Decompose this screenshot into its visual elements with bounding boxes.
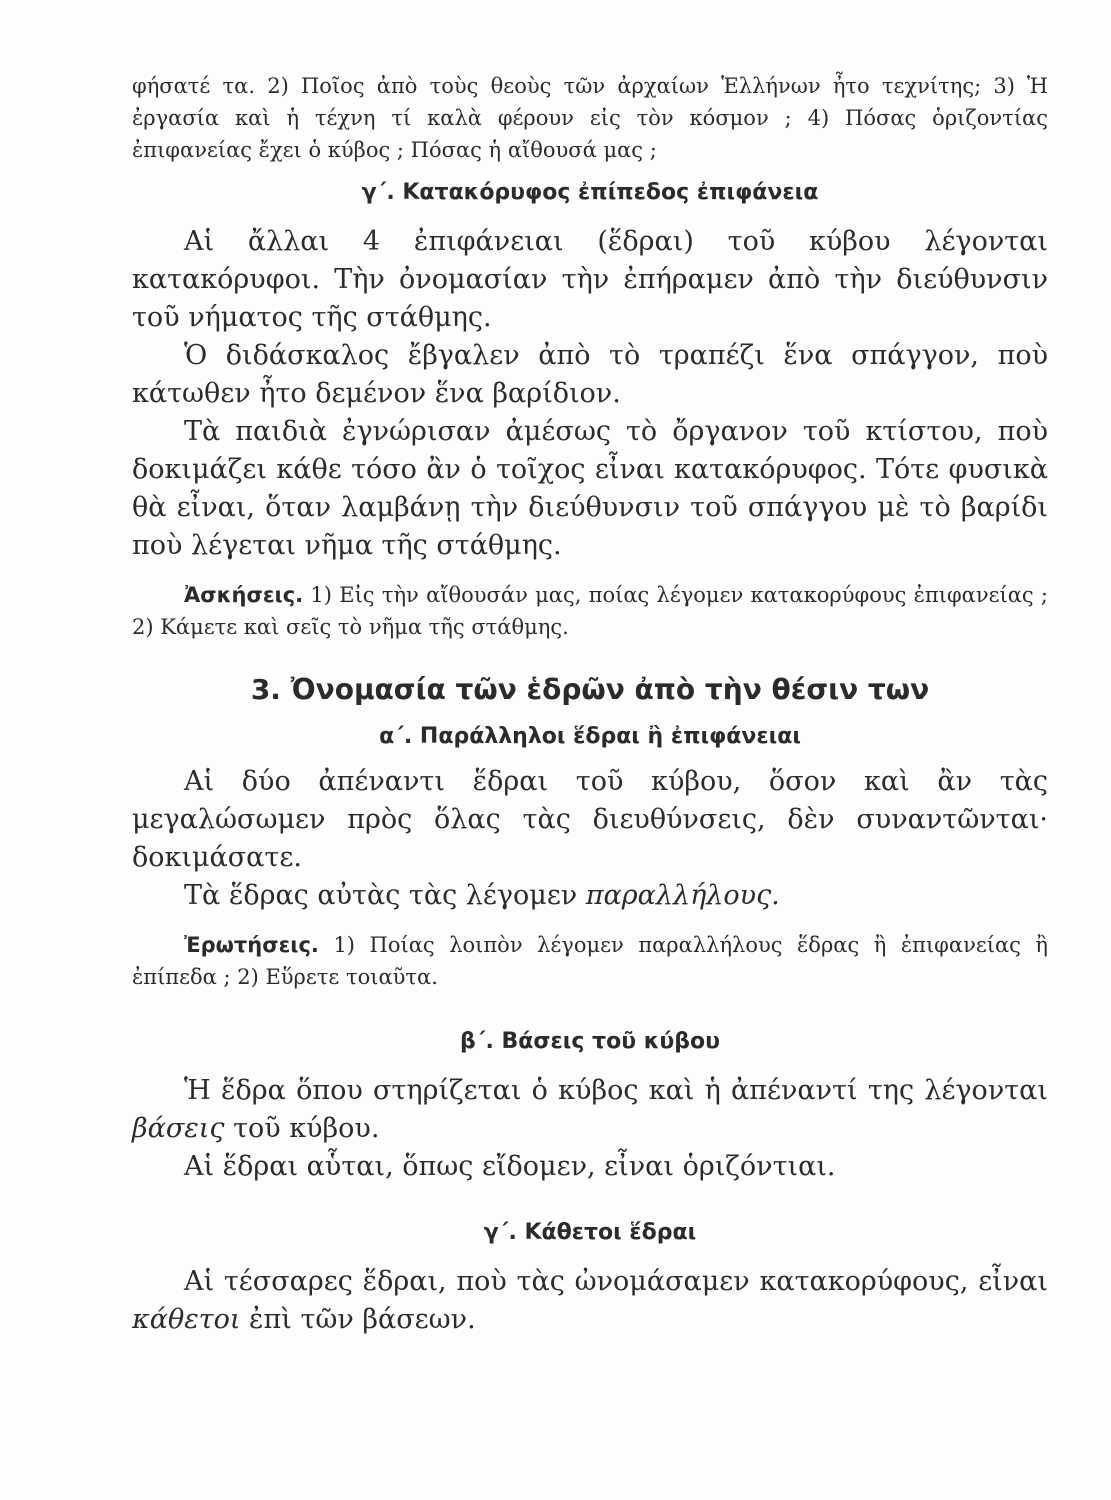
heading-vertical-surface: γ΄. Κατακόρυφος ἐπίπεδος ἐπιφάνεια <box>361 180 819 205</box>
paragraph-bases-horizontal: Αἱ ἕδραι αὗται, ὅπως εἴδομεν, εἶναι ὁριζόντιαι. <box>184 1151 836 1182</box>
paragraph-vertical-faces: Αἱ ἄλλαι 4 ἐπιφάνειαι (ἕδραι) τοῦ κύβου λέγονται κατακόρυφοι. Τὴν ὀνομασίαν τὴν ἐπήραμεν ἀπὸ τὴν διεύθυνσιν τοῦ νήματος τῆς στάθμης. <box>132 226 1048 333</box>
parallel-naming-text: Τὰ ἕδρας αὐτὰς τὰς λέγομεν <box>184 880 586 911</box>
bases-term: βάσεις <box>132 1113 225 1144</box>
paragraph-parallel-faces: Αἱ δύο ἀπέναντι ἕδραι τοῦ κύβου, ὅσον καὶ ἂν τὰς μεγαλώσωμεν πρὸς ὅλας τὰς διευθύνσεις, δὲν συναντῶνται· δοκιμάσατε. <box>132 766 1048 873</box>
heading-perpendicular-faces: γ΄. Κάθετοι ἕδραι <box>483 1220 697 1245</box>
exercises-label: Ἀσκήσεις. <box>184 583 304 607</box>
exercises-text: 1) Εἰς τὴν αἴθουσάν μας, ποίας λέγομεν κατακορύφους ἐπιφανείας ; 2) Κάμετε καὶ σεῖς τὸ νῆμα τῆς στάθμης. <box>132 583 1048 639</box>
intro-paragraph: φήσατέ τα. 2) Ποῖος ἀπὸ τοὺς θεοὺς τῶν ἀρχαίων Ἑλλήνων ἦτο τεχνίτης; 3) Ἡ ἐργασία καὶ ἡ τέχνη τί καλὰ φέρουν εἰς τὸν κόσμον ; 4) Πόσας ὁριζοντίας ἐπιφανείας ἔχει ὁ κύβος ; Πόσας ἡ αἴθουσά μας ; <box>132 74 1048 162</box>
perpendicular-term: κάθετοι <box>132 1304 241 1335</box>
perpendicular-text-start: Αἱ τέσσαρες ἕδραι, ποὺ τὰς ὠνομάσαμεν κατακορύφους, εἶναι <box>184 1266 1048 1297</box>
heading-parallel-faces: α΄. Παράλληλοι ἕδραι ἢ ἐπιφάνειαι <box>379 724 801 749</box>
section-3-title: 3. Ὀνομασία τῶν ἑδρῶν ἀπὸ τὴν θέσιν των <box>250 673 930 706</box>
paragraph-perpendicular-faces <box>132 1263 1048 1339</box>
questions-paragraph <box>132 929 1048 993</box>
paragraph-teacher-string: Ὁ διδάσκαλος ἔβγαλεν ἀπὸ τὸ τραπέζι ἕνα σπάγγον, ποὺ κάτωθεν ἦτο δεμένον ἕνα βαρίδιον. <box>132 340 1048 409</box>
paragraph-parallel-naming <box>132 877 1048 915</box>
paragraph-bases <box>132 1072 1048 1148</box>
exercises-paragraph <box>132 579 1048 643</box>
page <box>132 70 1048 1339</box>
parallel-term: παραλλήλους. <box>585 880 780 911</box>
heading-bases: β΄. Βάσεις τοῦ κύβου <box>460 1029 720 1054</box>
paragraph-plumb-line: Τὰ παιδιὰ ἐγνώρισαν ἀμέσως τὸ ὄργανον τοῦ κτίστου, ποὺ δοκιμάζει κάθε τόσο ἂν ὁ τοῖχος εἶναι κατακόρυφος. Τότε φυσικὰ θὰ εἶναι, ὅταν λαμβάνῃ τὴν διεύθυνσιν τοῦ σπάγγου μὲ τὸ βαρίδι ποὺ λέγεται νῆμα τῆς στάθμης. <box>132 416 1048 561</box>
bases-text-start: Ἡ ἕδρα ὅπου στηρίζεται ὁ κύβος καὶ ἡ ἀπέναντί της λέγονται <box>184 1075 1048 1106</box>
questions-label: Ἐρωτήσεις. <box>184 933 319 957</box>
perpendicular-text-end: ἐπὶ τῶν βάσεων. <box>240 1304 476 1335</box>
questions-text: 1) Ποίας λοιπὸν λέγομεν παραλλήλους ἕδρας ἢ ἐπιφανείας ἢ ἐπίπεδα ; 2) Εὕρετε τοιαῦτα. <box>132 933 1048 989</box>
bases-text-end: τοῦ κύβου. <box>224 1113 380 1144</box>
